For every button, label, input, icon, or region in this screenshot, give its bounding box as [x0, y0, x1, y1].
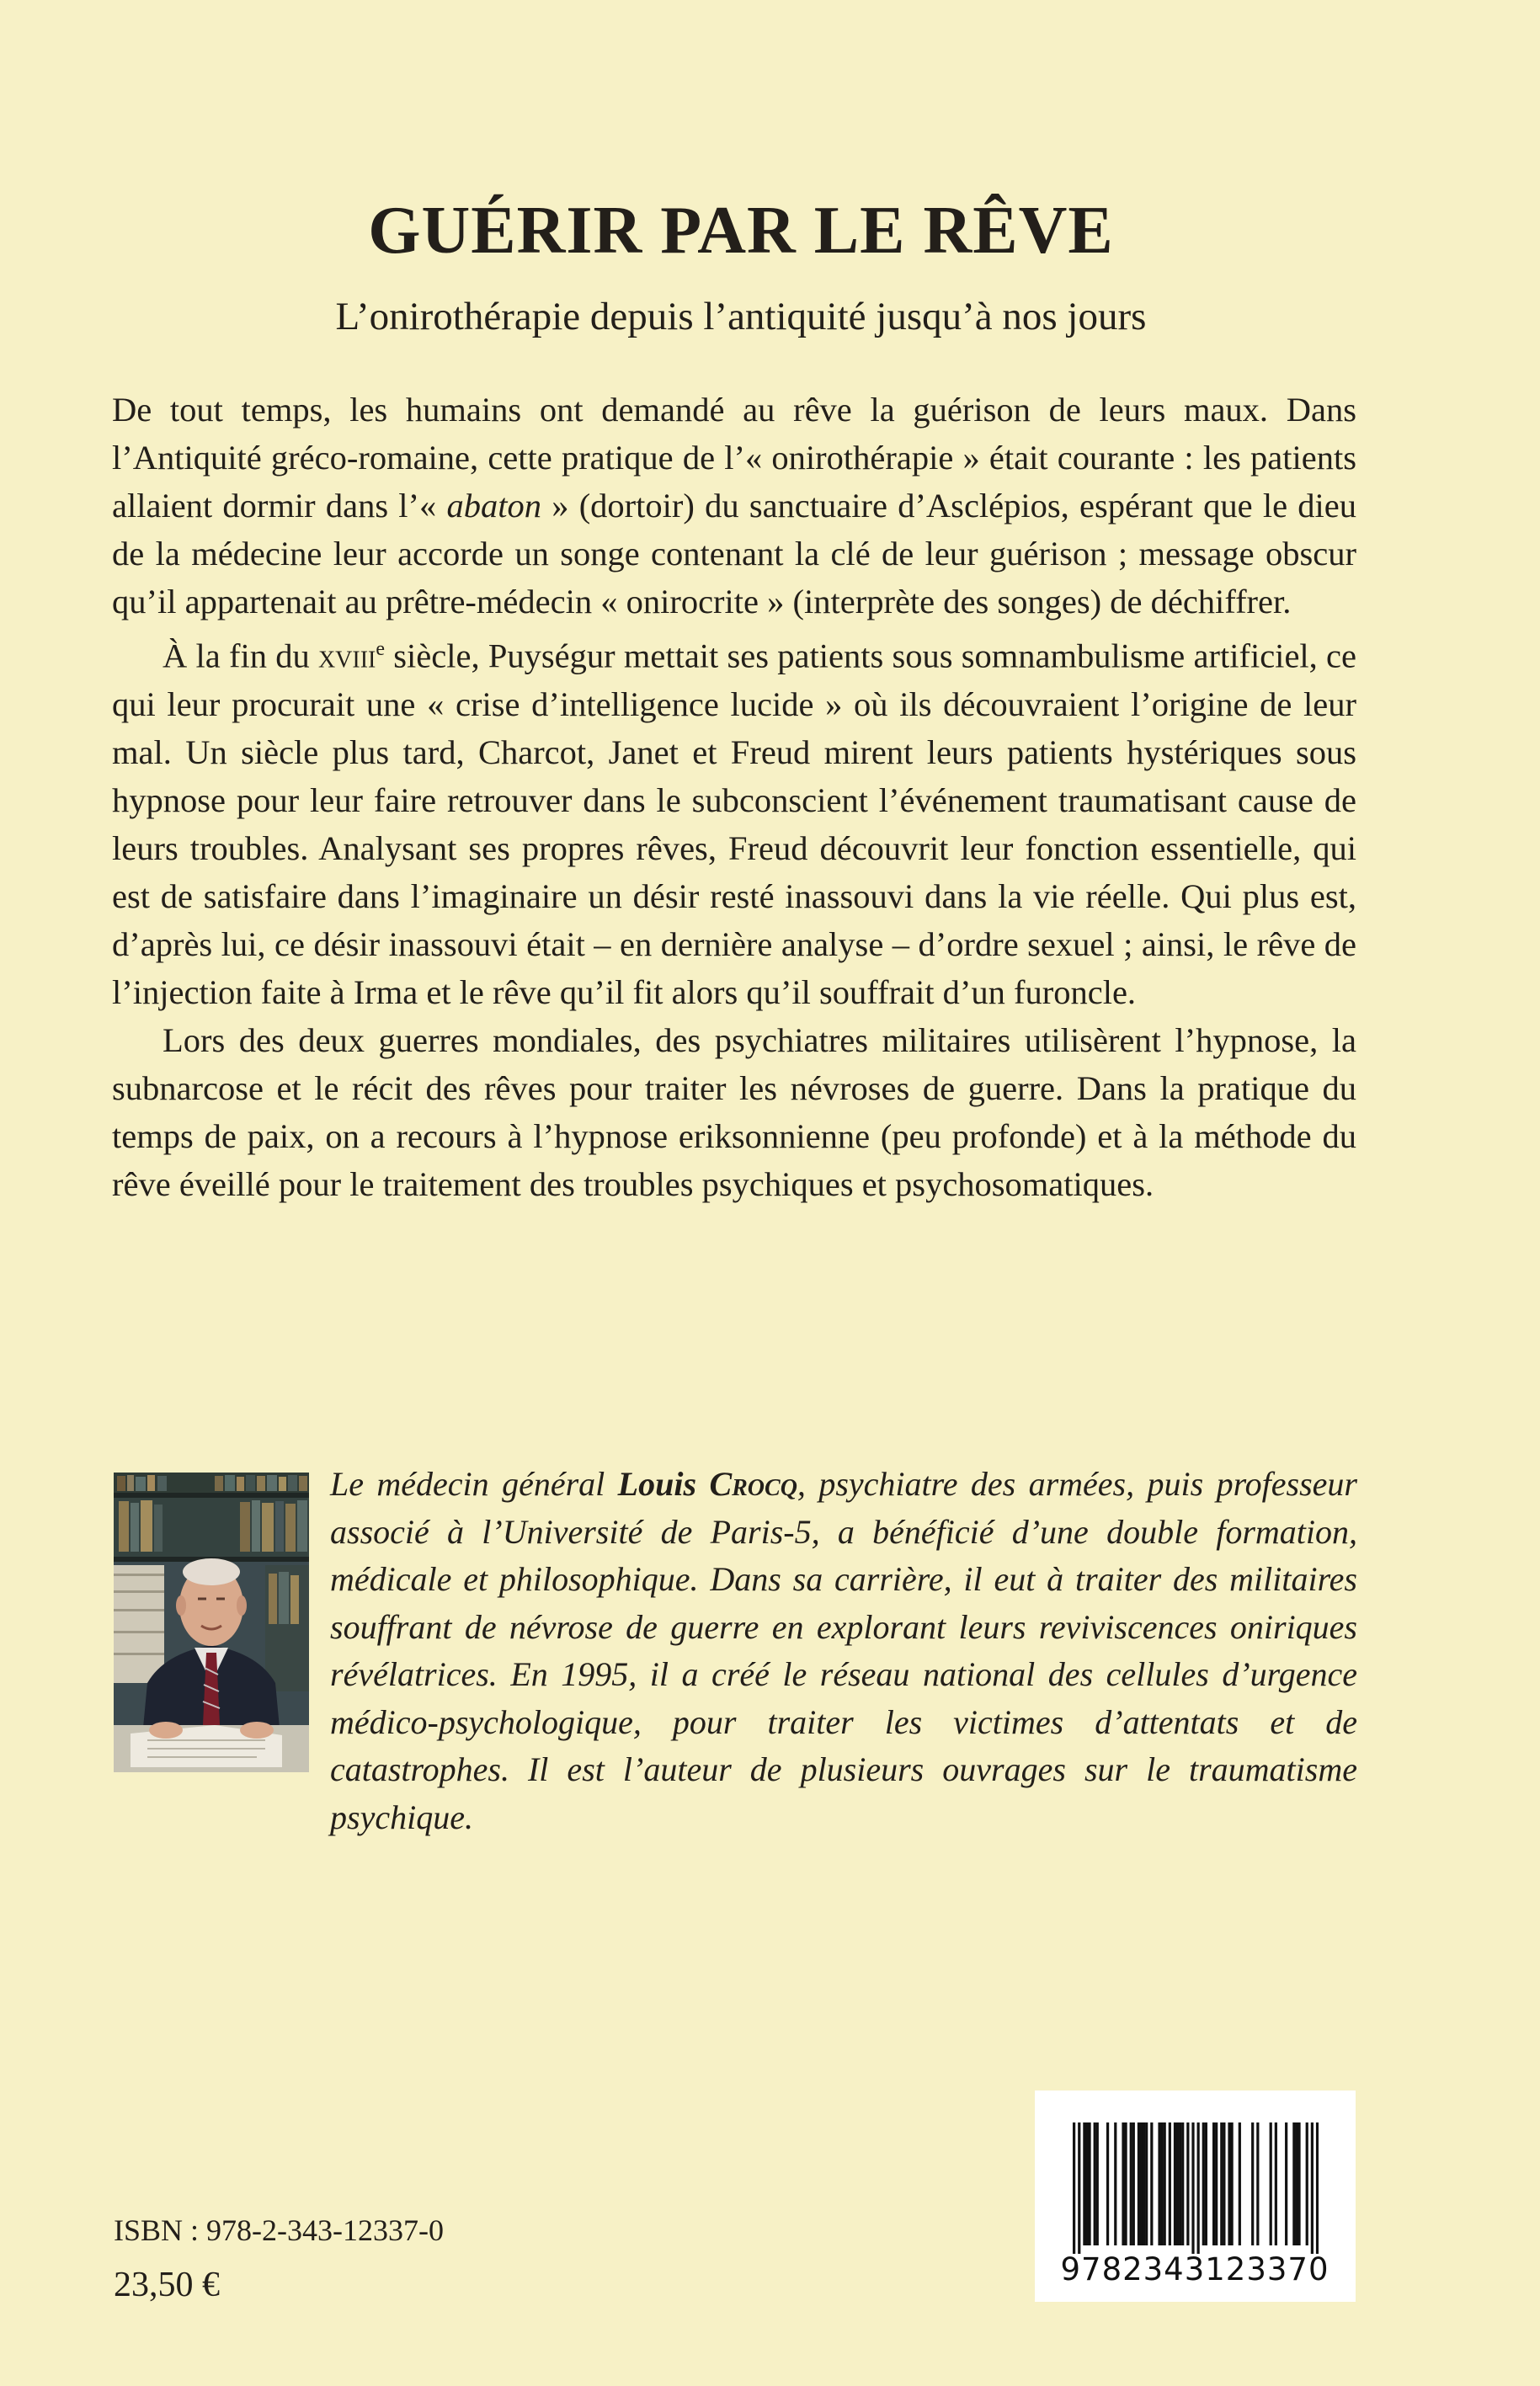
author-bio: [330, 1461, 1357, 1841]
barcode-bar: [1251, 2122, 1254, 2245]
barcode-bar: [1085, 2122, 1088, 2245]
bio-prefix: Le médecin général: [330, 1465, 618, 1503]
isbn: ISBN : 978-2-343-12337-0: [114, 2213, 444, 2247]
paragraph-1-text-b: » (dortoir) du sanctuaire d’Asclépios, espérant que le dieu de la médecine leur accorde un songe contenant la clé de leur guérison ; message obscur qu’il appartenait au prêtre-médecin « onirocrite » (interprète des songes) de déchiffrer.: [112, 487, 1356, 620]
barcode-bar: [1140, 2122, 1143, 2245]
description-paragraph-2: [112, 626, 1356, 1016]
paragraph-2-text-a: À la fin du: [163, 636, 318, 675]
description-paragraph-3: Lors des deux guerres mondiales, des psychiatres militaires utilisèrent l’hypnose, la subnarcose et le récit des rêves pour traiter les névroses de guerre. Dans la pratique du temps de paix, on a recours à l’hypnose eriksonnienne (peu profonde) et à la méthode du rêve éveillé pour le traitement des troubles psychiques et psychosomatiques.: [112, 1020, 1356, 1203]
barcode-bar: [1143, 2122, 1145, 2245]
barcode-bar: [1150, 2122, 1153, 2245]
century-superscript: e: [376, 638, 386, 660]
author-photo: [114, 1473, 309, 1772]
barcode-bar: [1145, 2122, 1148, 2245]
barcode-bar: [1275, 2122, 1277, 2245]
barcode-bar: [1191, 2122, 1194, 2254]
barcode-bar: [1181, 2122, 1184, 2245]
description-paragraph-1: [112, 386, 1356, 626]
abaton-term: abaton: [446, 487, 542, 525]
barcode-bar: [1197, 2122, 1200, 2254]
barcode-bar: [1130, 2122, 1132, 2245]
barcode-bar: [1122, 2122, 1124, 2245]
author-first-name: Louis: [617, 1465, 710, 1503]
barcode-bar: [1239, 2122, 1241, 2245]
barcode-bars: [1073, 2122, 1319, 2254]
price: 23,50 €: [114, 2266, 220, 2304]
book-subtitle: L’onirothérapie depuis l’antiquité jusqu’à nos jours: [335, 295, 1147, 338]
barcode-bar: [1083, 2122, 1085, 2245]
barcode: [1035, 2090, 1356, 2302]
author-last-name: Crocq: [709, 1465, 797, 1503]
barcode-bar: [1205, 2122, 1207, 2245]
barcode-bar: [1088, 2122, 1090, 2245]
barcode-bar: [1292, 2122, 1295, 2245]
barcode-bar: [1186, 2122, 1189, 2245]
barcode-bar: [1311, 2122, 1314, 2254]
author-bio-paragraph: [330, 1461, 1357, 1841]
barcode-bar: [1164, 2122, 1166, 2245]
paragraph-2-text-b: siècle, Puységur mettait ses patients sous somnambulisme artificiel, ce qui leur procurait une « crise d’intelligence lucide » où ils découvraient l’origine de leur mal. Un siècle plus tard, Charcot, Janet et Freud mirent leurs patients hystériques sous hypnose pour leur faire retrouver dans le subconscient l’événement traumatisant cause de leurs troubles. Analysant ses propres rêves, Freud découvrit leur fonction essentielle, qui est de satisfaire dans l’imaginaire un désir resté inassouvi dans la vie réelle. Qui plus est, d’après lui, ce désir inassouvi était – en dernière analyse – d’ordre sexuel ; ainsi, le rêve de l’injection faite à Irma et le rêve qu’il fit alors qu’il souffrait d’un furoncle.: [112, 636, 1356, 1011]
barcode-bar: [1298, 2122, 1300, 2245]
barcode-bar: [1132, 2122, 1135, 2245]
barcode-bar: [1306, 2122, 1308, 2245]
barcode-bar: [1096, 2122, 1099, 2245]
barcode-bar: [1256, 2122, 1259, 2245]
barcode-bar: [1179, 2122, 1181, 2245]
barcode-bar: [1114, 2122, 1116, 2245]
barcode-bar: [1124, 2122, 1127, 2245]
barcode-bar: [1215, 2122, 1218, 2245]
barcode-bar: [1230, 2122, 1233, 2245]
barcode-bar: [1316, 2122, 1319, 2254]
book-title: GUÉRIR PAR LE RÊVE: [368, 194, 1114, 268]
barcode-bar: [1106, 2122, 1109, 2245]
barcode-bar: [1138, 2122, 1140, 2245]
bio-text: , psychiatre des armées, puis professeur associé à l’Université de Paris-5, a bénéficié d’une double formation, médicale et philosophique. Dans sa carrière, il eut à traiter des militaires souffrant de névrose de guerre en explorant leurs reviviscences oniriques révélatrices. En 1995, il a créé le réseau national des cellules d’urgence médico-psychologique, pour traiter les victimes d’attentats et de catastrophes. Il est l’auteur de plusieurs ouvrages sur le traumatisme psychique.: [330, 1465, 1358, 1836]
century-numeral: xviii: [317, 636, 376, 675]
barcode-bar: [1094, 2122, 1096, 2245]
barcode-bar: [1161, 2122, 1164, 2245]
barcode-bar: [1212, 2122, 1215, 2245]
barcode-bar: [1228, 2122, 1230, 2245]
barcode-bar: [1202, 2122, 1205, 2245]
barcode-bar: [1169, 2122, 1171, 2245]
barcode-bar: [1285, 2122, 1287, 2245]
back-cover-description: [112, 386, 1356, 1208]
barcode-bar: [1078, 2122, 1080, 2254]
barcode-bar: [1174, 2122, 1176, 2245]
barcode-bar: [1295, 2122, 1298, 2245]
barcode-bar: [1158, 2122, 1160, 2245]
barcode-bar: [1223, 2122, 1225, 2245]
barcode-bar: [1073, 2122, 1075, 2254]
barcode-bar: [1176, 2122, 1179, 2245]
barcode-digits: 9782343123370: [1060, 2251, 1330, 2287]
paragraph-1-text-a: De tout temps, les humains ont demandé au rêve la guérison de leurs maux. Dans l’Antiquité gréco-romaine, cette pratique de l’« onirothérapie » était courante : les patients allaient dormir dans l’«: [112, 391, 1356, 525]
barcode-bar: [1220, 2122, 1223, 2245]
barcode-bar: [1270, 2122, 1272, 2245]
